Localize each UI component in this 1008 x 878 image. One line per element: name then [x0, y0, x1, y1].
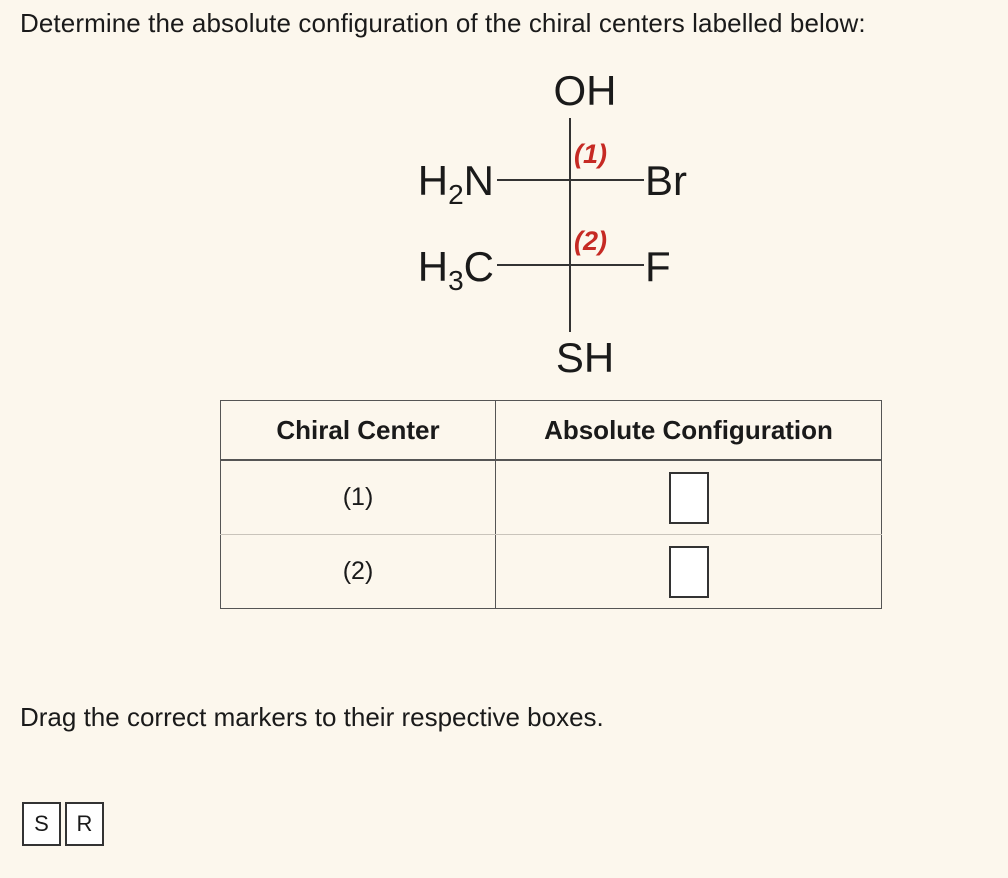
marker-bank — [22, 802, 104, 846]
center1-right-substituent: Br — [645, 157, 687, 204]
question-text: Determine the absolute configuration of the chiral centers labelled below: — [20, 8, 866, 38]
answer-table — [220, 400, 882, 609]
table-row — [221, 460, 882, 535]
drop-box-center-2[interactable] — [669, 546, 709, 598]
marker-r[interactable]: R — [65, 802, 104, 846]
chiral-center-1-label: (1) — [574, 139, 607, 169]
header-absolute-configuration: Absolute Configuration — [496, 401, 882, 461]
top-substituent: OH — [553, 67, 617, 114]
configuration-cell — [496, 460, 882, 535]
center2-right-substituent: F — [645, 243, 671, 290]
center2-left-substituent: $H_3C$ — [417, 243, 494, 296]
table-header-row — [221, 401, 882, 461]
fischer-projection — [0, 0, 1008, 400]
drop-box-center-1[interactable] — [669, 472, 709, 524]
bottom-substituent: SH — [555, 334, 615, 381]
instruction-text: Drag the correct markers to their respective boxes. — [20, 702, 604, 732]
marker-s[interactable]: S — [22, 802, 61, 846]
chiral-center-cell: (1) — [221, 460, 496, 535]
chiral-center-2-label: (2) — [574, 226, 607, 256]
table-row — [221, 535, 882, 609]
center1-left-substituent: $H_2N$ — [417, 157, 494, 210]
chiral-center-cell: (2) — [221, 535, 496, 609]
header-chiral-center: Chiral Center — [221, 401, 496, 461]
configuration-cell — [496, 535, 882, 609]
